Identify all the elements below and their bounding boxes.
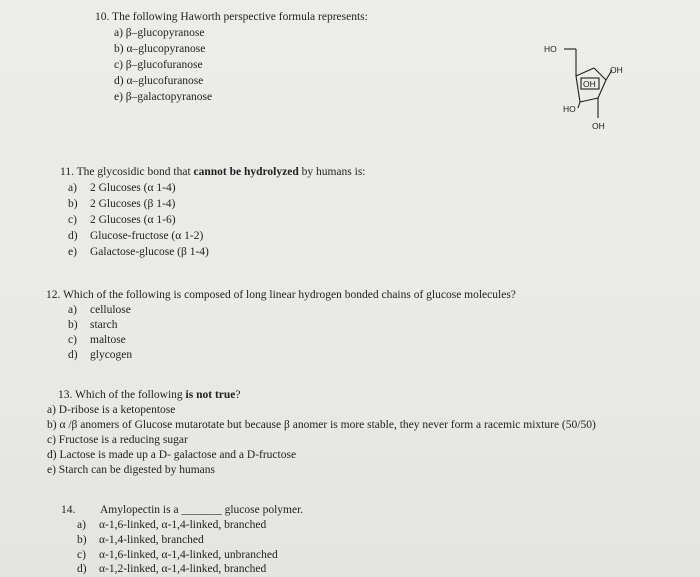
q11-option-c: c) 2 Glucoses (α 1-6): [68, 214, 176, 226]
q14-option-b: b) α-1,4-linked, branched: [77, 534, 204, 546]
q13-option-a: a) D-ribose is a ketopentose: [47, 404, 176, 416]
q10-option-e: e) β–galactopyranose: [114, 91, 213, 103]
q10-option-c: c) β–glucofuranose: [114, 59, 203, 71]
oh-ring-label: OH: [583, 79, 596, 89]
q11-option-e: e) Galactose-glucose (β 1-4): [68, 246, 209, 258]
q11-option-d: d) Glucose-fructose (α 1-2): [68, 230, 204, 242]
q12-option-b: b) starch: [68, 319, 118, 331]
q13-option-c: c) Fructose is a reducing sugar: [47, 434, 188, 446]
q14-option-c: c) α-1,6-linked, α-1,4-linked, unbranched: [77, 549, 278, 561]
q12-option-d: d) glycogen: [68, 349, 133, 361]
oh-anomeric-label: OH: [610, 65, 623, 75]
q13-option-e: e) Starch can be digested by humans: [47, 464, 215, 476]
q12-option-a: a) cellulose: [68, 304, 131, 316]
q13-option-b: b) α /β anomers of Glucose mutarotate but because β anomer is more stable, they never form a racemic mixture (50/50): [47, 419, 596, 431]
q13-option-d: d) Lactose is made up a D- galactose and a D-fructose: [47, 449, 297, 461]
q14-number: 14.: [61, 504, 76, 516]
q11-option-b: b) 2 Glucoses (β 1-4): [68, 198, 176, 210]
q14-option-a: a) α-1,6-linked, α-1,4-linked, branched: [77, 519, 267, 531]
haworth-structure: [544, 40, 628, 131]
q11-stem: 11. The glycosidic bond that cannot be hydrolyzed by humans is:: [60, 166, 366, 178]
ho-top-label: HO: [544, 44, 557, 54]
q12-stem: 12. Which of the following is composed of long linear hydrogen bonded chains of glucose molecules?: [46, 289, 516, 301]
q14-option-d: d) α-1,2-linked, α-1,4-linked, branched: [77, 563, 267, 575]
ho-bottom-label: HO: [563, 104, 576, 114]
q11-option-a: a) 2 Glucoses (α 1-4): [68, 182, 176, 194]
q12-option-c: c) maltose: [68, 334, 126, 346]
q10-option-a: a) β–glucopyranose: [114, 27, 205, 39]
q10-stem: 10. The following Haworth perspective formula represents:: [95, 11, 368, 23]
q10-option-b: b) α–glucopyranose: [114, 43, 206, 55]
oh-bottom-label: OH: [592, 121, 605, 131]
q10-option-d: d) α–glucofuranose: [114, 75, 204, 87]
q14-stem: Amylopectin is a _______ glucose polymer.: [100, 504, 304, 516]
q13-stem: 13. Which of the following is not true?: [58, 389, 241, 401]
